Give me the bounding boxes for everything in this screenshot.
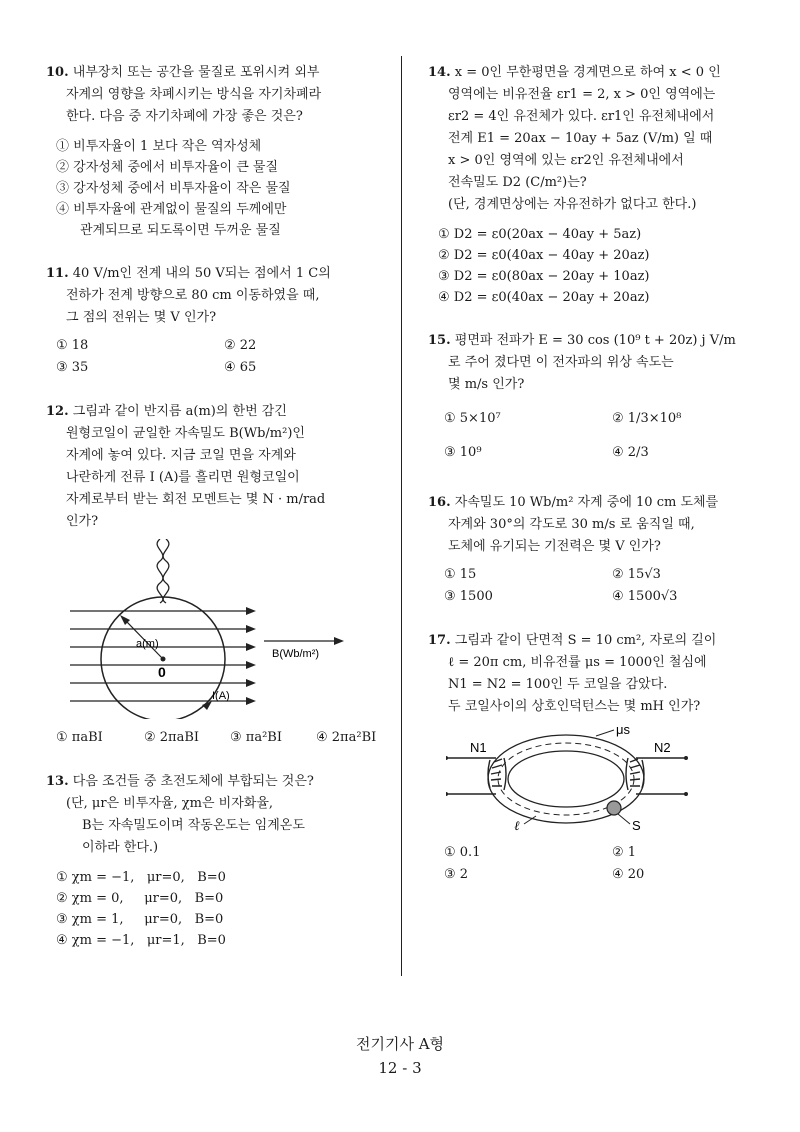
options <box>428 842 764 886</box>
option-3[interactable]: ③ 10⁹ <box>444 445 482 460</box>
question-16 <box>428 492 764 608</box>
option-1[interactable]: ① 0.1 <box>444 845 481 860</box>
option-4[interactable]: ④ χm = −1, μr=1, B=0 <box>56 933 226 948</box>
question-11 <box>46 263 380 379</box>
option-3[interactable]: ③ 1500 <box>444 589 493 604</box>
option-4[interactable]: ④ D2 = ε0(40ax − 20ay + 20az) <box>438 290 650 305</box>
option-2[interactable]: ② 1 <box>612 845 637 860</box>
path-length-label: ℓ <box>514 819 520 834</box>
question-text: 몇 m/s 인가? <box>448 377 525 392</box>
option-2[interactable]: ② 2πaBI <box>144 730 200 745</box>
option-3[interactable]: ③ 2 <box>444 867 469 882</box>
question-text: 다음 조건들 중 초전도체에 부합되는 것은? <box>72 774 314 789</box>
options <box>428 224 764 308</box>
question-12 <box>46 401 380 749</box>
question-14 <box>428 62 764 308</box>
option-3[interactable]: ③ πa²BI <box>230 730 282 745</box>
options <box>428 564 764 608</box>
question-13 <box>46 771 380 951</box>
options <box>46 867 380 951</box>
option-4[interactable]: ④ 비투자율에 관계없이 물질의 두께에만 <box>56 202 287 217</box>
question-text: 자계와 30°의 각도로 30 m/s 로 움직일 때, <box>448 517 695 532</box>
question-number: 15. <box>428 333 451 348</box>
question-text: 40 V/m인 전계 내의 50 V되는 점에서 1 C의 <box>72 266 331 281</box>
question-text: 내부장치 또는 공간을 물질로 포위시켜 외부 <box>72 65 320 80</box>
option-2[interactable]: ② 22 <box>224 338 257 353</box>
n2-label: N2 <box>654 740 671 755</box>
option-4-continued: 관계되므로 되도록이면 두꺼운 물질 <box>80 223 281 238</box>
question-text: 도체에 유기되는 기전력은 몇 V 인가? <box>448 539 661 554</box>
question-text: 전속밀도 D2 (C/m²)는? <box>448 175 587 190</box>
n1-label: N1 <box>470 740 487 755</box>
option-2[interactable]: ② 1/3×10⁸ <box>612 411 682 426</box>
option-1[interactable]: ① 비투자율이 1 보다 작은 역자성체 <box>56 139 262 154</box>
page-number: 12 - 3 <box>378 1059 422 1077</box>
cross-section-label: S <box>632 818 641 833</box>
question-text: 영역에는 비유전율 εr1 = 2, x > 0인 영역에는 <box>448 87 716 102</box>
option-1[interactable]: ① πaBI <box>56 730 103 745</box>
option-4[interactable]: ④ 2/3 <box>612 445 649 460</box>
question-text: 전하가 전계 방향으로 80 cm 이동하였을 때, <box>66 288 320 303</box>
question-text: 그 점의 전위는 몇 V 인가? <box>66 310 217 325</box>
column-divider <box>401 56 402 976</box>
option-3[interactable]: ③ 강자성체 중에서 비투자율이 작은 물질 <box>56 181 291 196</box>
question-text: 원형코일이 균일한 자속밀도 B(Wb/m²)인 <box>66 426 305 441</box>
option-2[interactable]: ② 강자성체 중에서 비투자율이 큰 물질 <box>56 160 279 175</box>
question-10 <box>46 62 380 241</box>
question-text: 나란하게 전류 I (A)를 흘리면 원형코일이 <box>66 470 300 485</box>
options <box>46 727 380 749</box>
question-text: 두 코일사이의 상호인덕턴스는 몇 mH 인가? <box>448 699 701 714</box>
options <box>46 136 380 241</box>
option-4[interactable]: ④ 2πa²BI <box>316 730 377 745</box>
question-number: 14. <box>428 65 451 80</box>
mu-s-label: μs <box>616 724 630 737</box>
option-4[interactable]: ④ 20 <box>612 867 645 882</box>
option-2[interactable]: ② 15√3 <box>612 567 661 582</box>
options <box>428 402 764 470</box>
question-text: εr2 = 4인 유전체가 있다. εr1인 유전체내에서 <box>448 109 715 124</box>
option-1[interactable]: ① 18 <box>56 338 89 353</box>
question-text: 자계로부터 받는 회전 모멘트는 몇 N · m/rad <box>66 492 326 507</box>
question-text: 자속밀도 10 Wb/m² 자계 중에 10 cm 도체를 <box>454 495 719 510</box>
question-number: 16. <box>428 495 451 510</box>
option-3[interactable]: ③ D2 = ε0(80ax − 20ay + 10az) <box>438 269 650 284</box>
question-condition: 이하라 한다.) <box>82 840 159 855</box>
question-text: 자계의 영향을 차폐시키는 방식을 자기차폐라 <box>66 87 322 102</box>
question-condition: B는 자속밀도이며 작동온도는 임계온도 <box>82 818 305 833</box>
question-text: x > 0인 영역에 있는 εr2인 유전체내에서 <box>448 153 684 168</box>
question-condition: (단, 경계면상에는 자유전하가 없다고 한다.) <box>448 197 697 212</box>
question-number: 10. <box>46 65 69 80</box>
option-4[interactable]: ④ 1500√3 <box>612 589 678 604</box>
question-text: 로 주어 졌다면 이 전자파의 위상 속도는 <box>448 355 674 370</box>
question-number: 17. <box>428 633 451 648</box>
question-text: 평면파 전파가 E = 30 cos (10⁹ t + 20z) j V/m <box>454 333 736 348</box>
left-column <box>46 62 380 973</box>
option-3[interactable]: ③ χm = 1, μr=0, B=0 <box>56 912 224 927</box>
center-label: 0 <box>158 664 166 680</box>
option-1[interactable]: ① 5×10⁷ <box>444 411 501 426</box>
toroid-core-figure <box>446 724 706 834</box>
exam-title: 전기기사 A형 <box>355 1035 445 1053</box>
question-number: 13. <box>46 774 69 789</box>
option-1[interactable]: ① 15 <box>444 567 477 582</box>
question-text: ℓ = 20π cm, 비유전률 μs = 1000인 철심에 <box>448 655 707 670</box>
option-1[interactable]: ① χm = −1, μr=0, B=0 <box>56 870 226 885</box>
question-condition: (단, μr은 비투자율, χm은 비자화율, <box>66 796 274 811</box>
question-text: 전계 E1 = 20ax − 10ay + 5az (V/m) 일 때 <box>448 131 713 146</box>
option-3[interactable]: ③ 35 <box>56 360 89 375</box>
option-1[interactable]: ① D2 = ε0(20ax − 40ay + 5az) <box>438 227 642 242</box>
option-2[interactable]: ② D2 = ε0(40ax − 40ay + 20az) <box>438 248 650 263</box>
right-column <box>428 62 764 908</box>
question-17 <box>428 630 764 886</box>
radius-label: a(m) <box>136 638 159 650</box>
page-footer <box>0 1032 800 1080</box>
question-15 <box>428 330 764 470</box>
field-label: B(Wb/m²) <box>272 648 320 660</box>
question-text: 자계에 놓여 있다. 지금 코일 면을 자계와 <box>66 448 296 463</box>
question-number: 12. <box>46 404 69 419</box>
option-2[interactable]: ② χm = 0, μr=0, B=0 <box>56 891 224 906</box>
question-text: x = 0인 무한평면을 경계면으로 하여 x < 0 인 <box>454 65 721 80</box>
current-label: I(A) <box>212 690 230 702</box>
question-text: N1 = N2 = 100인 두 코일을 감았다. <box>448 677 668 692</box>
question-text: 한다. 다음 중 자기차폐에 가장 좋은 것은? <box>66 109 303 124</box>
question-number: 11. <box>46 266 69 281</box>
question-text: 인가? <box>66 514 99 529</box>
coil-in-field-figure <box>64 539 374 719</box>
question-text: 그림과 같이 반지름 a(m)의 한번 감긴 <box>72 404 287 419</box>
question-text: 그림과 같이 단면적 S = 10 cm², 자로의 길이 <box>454 633 717 648</box>
option-4[interactable]: ④ 65 <box>224 360 257 375</box>
options <box>46 335 380 379</box>
